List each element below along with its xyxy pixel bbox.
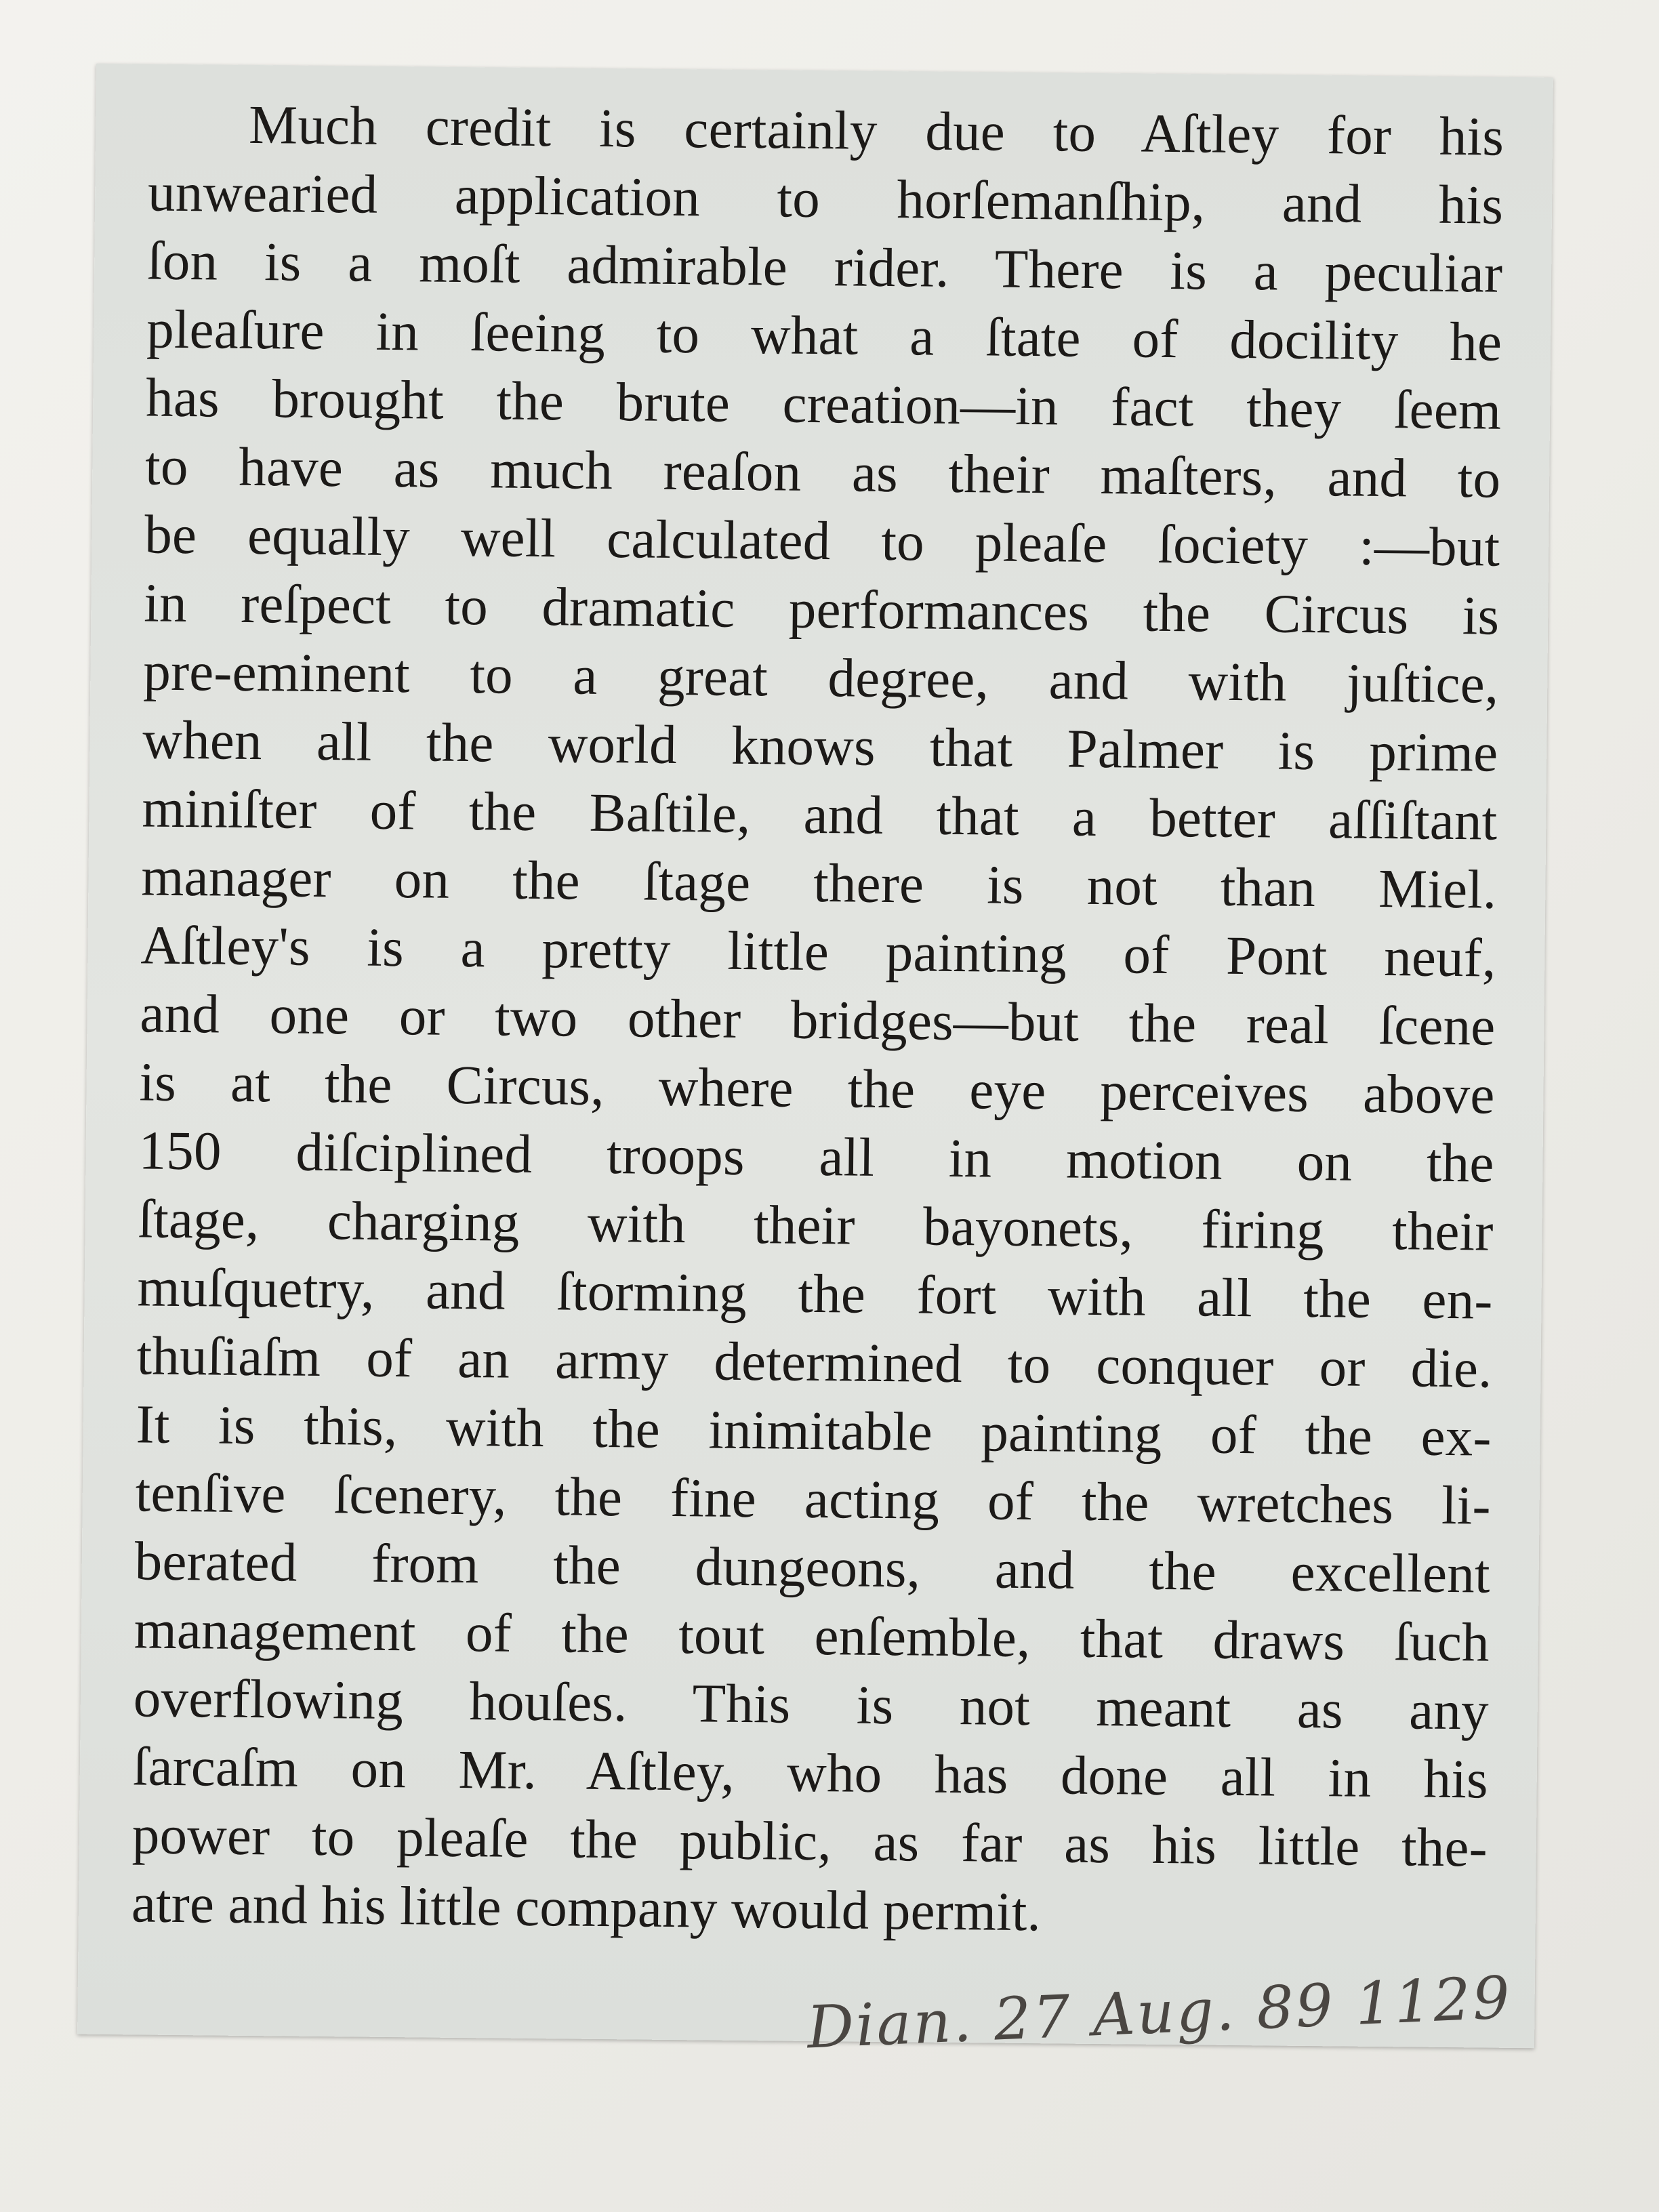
handwritten-annotation: Dian. 27 Aug. 89 1129 — [805, 1964, 1513, 2062]
article-text — [131, 89, 1504, 1950]
text-line: has brought the brute creation—in fact they ſeem — [145, 367, 1502, 441]
text-line: thuſiaſm of an army determined to conquer or die. — [136, 1325, 1493, 1399]
text-line: pleaſure in ſeeing to what a ſtate of docility he — [146, 298, 1502, 373]
text-line: overflowing houſes. This is not meant as any — [133, 1667, 1490, 1742]
text-line: It is this, with the inimitable painting of the ex- — [136, 1393, 1492, 1468]
text-line: pre-eminent to a great degree, and with juſtice, — [142, 640, 1499, 715]
text-line: in reſpect to dramatic performances the Circus is — [143, 572, 1500, 647]
text-line: atre and his little company would permit. — [131, 1872, 1042, 1943]
text-line: ſarcaſm on Mr. Aſtley, who has done all in his — [132, 1736, 1489, 1810]
text-line: is at the Circus, where the eye perceives above — [139, 1051, 1495, 1126]
text-line: tenſive ſcenery, the fine acting of the wretches li- — [135, 1462, 1492, 1536]
text-line: berated from the dungeons, and the excellent — [134, 1530, 1491, 1605]
text-line: 150 diſciplined troops all in motion on the — [138, 1120, 1494, 1194]
text-line: muſquetry, and ſtorming the fort with all the en- — [137, 1256, 1494, 1331]
text-line: manager on the ſtage there is not than Miel. — [141, 846, 1497, 920]
text-line: ſtage, charging with their bayonets, firing their — [138, 1188, 1494, 1263]
text-line: Aſtley's is a pretty little painting of Pont neuf, — [140, 914, 1496, 989]
text-line: ſon is a moſt admirable rider. There is a peculiar — [146, 230, 1503, 304]
text-line: when all the world knows that Palmer is prime — [142, 709, 1498, 783]
text-line: management of the tout enſemble, that draws ſuch — [134, 1599, 1490, 1673]
text-line: power to pleaſe the public, as far as his little the- — [131, 1804, 1488, 1879]
text-line: to have as much reaſon as their maſters, and to — [144, 435, 1501, 510]
text-line: unwearied application to horſemanſhip, and his — [147, 161, 1504, 236]
text-line: miniſter of the Baſtile, and that a better aſſiſtant — [142, 777, 1498, 852]
text-line: be equally well calculated to pleaſe ſociety :—but — [144, 504, 1500, 578]
newspaper-clipping — [77, 64, 1553, 2062]
text-line: and one or two other bridges—but the real ſcene — [140, 983, 1496, 1057]
text-line: Much credit is certainly due to Aſtley for his — [248, 94, 1504, 167]
